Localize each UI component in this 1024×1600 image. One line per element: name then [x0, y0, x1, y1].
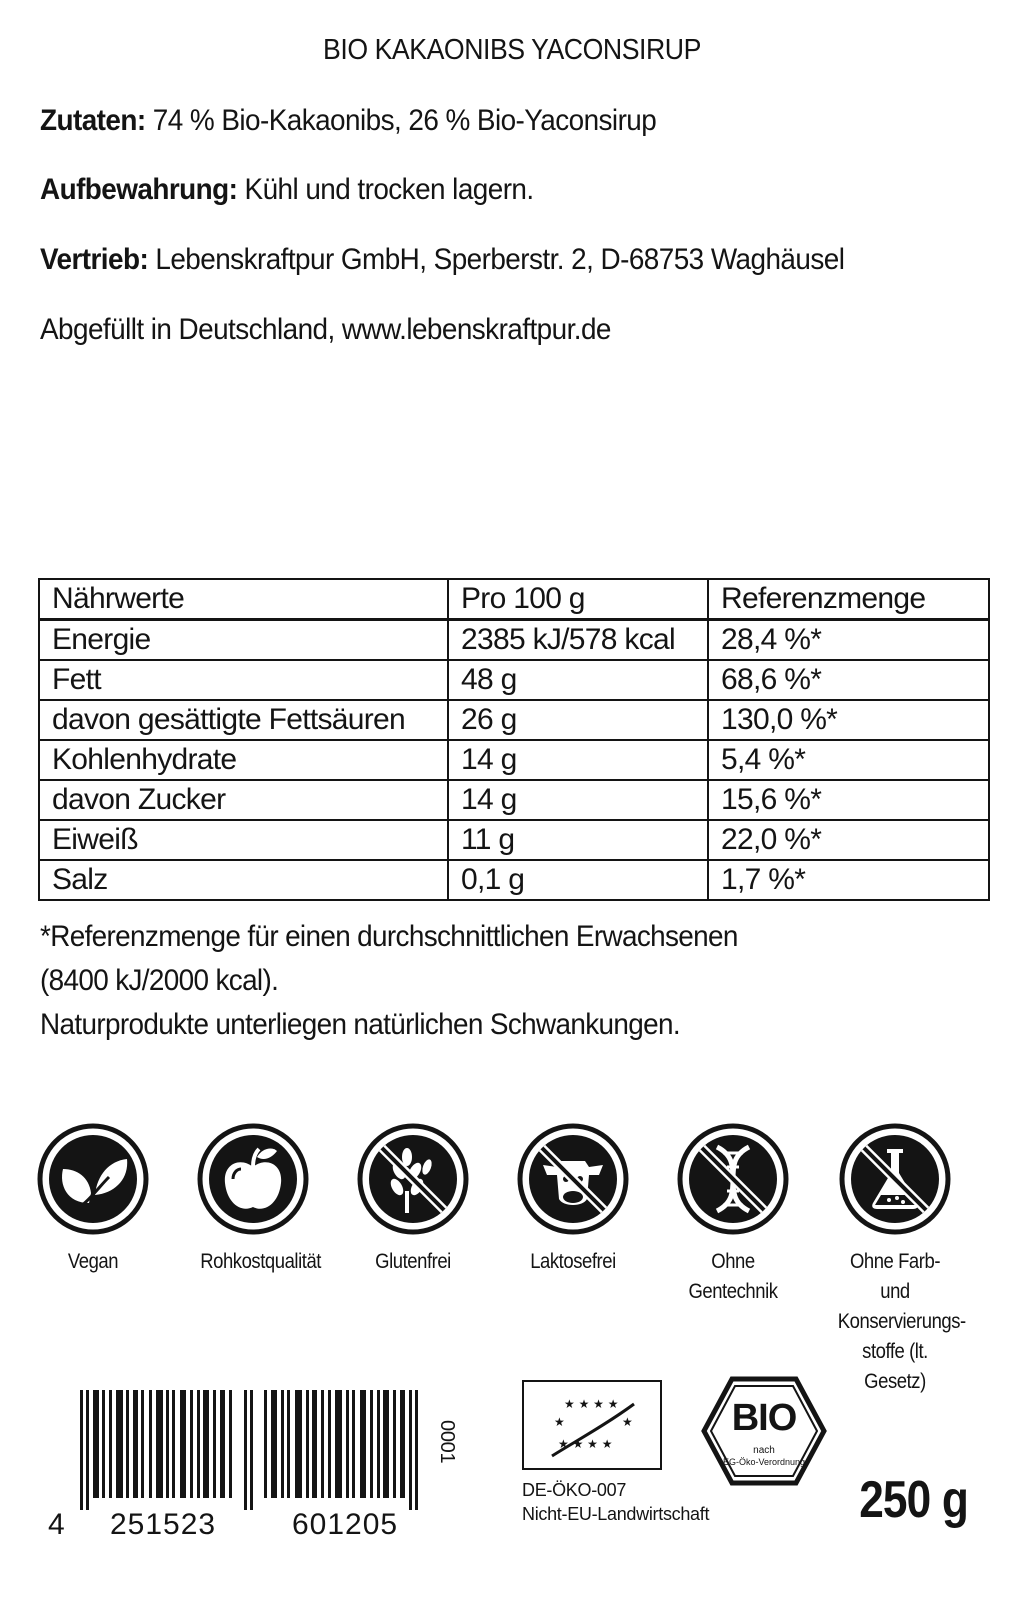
nutrient-amount: 0,1 g [448, 860, 708, 900]
nutrient-reference: 28,4 %* [708, 620, 989, 661]
no-flask-icon [839, 1123, 951, 1235]
table-row [39, 660, 989, 700]
barcode-side-number: 0001 [436, 1420, 458, 1464]
footnote-energy: (8400 kJ/2000 kcal). [40, 964, 279, 997]
nutrient-name: Fett [39, 660, 448, 700]
ingredients-value: 74 % Bio-Kakaonibs, 26 % Bio-Yaconsirup [145, 104, 657, 137]
storage-label: Aufbewahrung: [40, 173, 238, 206]
header-nutrient: Nährwerte [39, 579, 448, 620]
badge-no-gmo [673, 1123, 793, 1307]
net-weight: 250 g [859, 1471, 968, 1529]
origin-line: Abgefüllt in Deutschland, www.lebenskraftpur.de [40, 313, 611, 346]
barcode-digits-right: 601205 [292, 1508, 399, 1541]
distribution-value: Lebenskraftpur GmbH, Sperberstr. 2, D-68753 Waghäusel [148, 243, 845, 276]
table-header-row [39, 579, 989, 620]
bio-seal-subtext-2: EG-Öko-Verordnung [722, 1457, 806, 1467]
nutrient-name: Salz [39, 860, 448, 900]
eu-organic-code: DE-ÖKO-007 [522, 1480, 627, 1500]
eu-organic-origin: Nicht-EU-Landwirtschaft [522, 1504, 710, 1524]
header-per-100g: Pro 100 g [448, 579, 708, 620]
bio-seal-subtext-1: nach [753, 1445, 775, 1456]
barcode-digits-left: 251523 [110, 1508, 217, 1541]
footnote-reference: *Referenzmenge für einen durchschnittlichen Erwachsenen [40, 920, 738, 953]
table-row [39, 740, 989, 780]
bio-seal-text: BIO [731, 1397, 797, 1439]
eu-organic-logo [522, 1380, 662, 1470]
nutrient-name: Kohlenhydrate [39, 740, 448, 780]
nutrient-amount: 14 g [448, 740, 708, 780]
badge-label: Glutenfrei [375, 1250, 451, 1273]
badge-lactosefree [513, 1123, 633, 1277]
badge-label: Rohkostqualität [200, 1250, 321, 1273]
no-cow-icon [517, 1123, 629, 1235]
nutrient-amount: 2385 kJ/578 kcal [448, 620, 708, 661]
nutrient-amount: 11 g [448, 820, 708, 860]
nutrient-amount: 14 g [448, 780, 708, 820]
table-row [39, 620, 989, 661]
barcode-digit-first: 4 [48, 1508, 66, 1541]
barcode-bars [40, 1390, 460, 1510]
apple-icon [197, 1123, 309, 1235]
nutrition-table [38, 578, 990, 901]
svg-text:★ ★ ★ ★: ★ ★ ★ ★ [564, 1397, 619, 1411]
no-dna-icon [677, 1123, 789, 1235]
leaf-icon [37, 1123, 149, 1235]
header-reference: Referenzmenge [708, 579, 989, 620]
svg-text:★ ★ ★ ★: ★ ★ ★ ★ [558, 1437, 613, 1451]
badge-label: Gentechnik [688, 1280, 778, 1303]
badge-label: Vegan [67, 1250, 119, 1273]
eu-leaf-stars-icon [524, 1382, 660, 1468]
svg-text:★: ★ [554, 1415, 565, 1429]
storage-value: Kühl und trocken lagern. [237, 173, 534, 206]
nutrient-reference: 68,6 %* [708, 660, 989, 700]
nutrient-reference: 1,7 %* [708, 860, 989, 900]
badge-raw [193, 1123, 321, 1277]
nutrient-reference: 22,0 %* [708, 820, 989, 860]
badge-label: Ohne Farb- und [849, 1250, 941, 1303]
table-row [39, 780, 989, 820]
badge-glutenfree [353, 1123, 473, 1277]
ingredients-label: Zutaten: [40, 104, 146, 137]
badge-label: stoffe (lt. Gesetz) [862, 1340, 928, 1393]
no-wheat-icon [357, 1123, 469, 1235]
distribution-line [40, 243, 844, 277]
nutrient-amount: 26 g [448, 700, 708, 740]
badge-no-additives [830, 1123, 966, 1397]
bio-seal [700, 1375, 828, 1487]
product-title: BIO KAKAONIBS YACONSIRUP [323, 34, 701, 66]
badge-vegan [33, 1123, 153, 1277]
badge-label: Ohne [711, 1250, 755, 1273]
footnote-natural: Naturprodukte unterliegen natürlichen Schwankungen. [40, 1008, 680, 1041]
barcode [40, 1390, 470, 1540]
storage-line [40, 173, 534, 207]
nutrient-name: Energie [39, 620, 448, 661]
nutrient-reference: 130,0 %* [708, 700, 989, 740]
nutrient-amount: 48 g [448, 660, 708, 700]
ingredients-line [40, 104, 656, 138]
table-row [39, 860, 989, 900]
table-row [39, 700, 989, 740]
nutrient-reference: 5,4 %* [708, 740, 989, 780]
svg-text:★: ★ [622, 1415, 633, 1429]
nutrient-name: Eiweiß [39, 820, 448, 860]
badge-label: Laktosefrei [530, 1250, 616, 1273]
table-row [39, 820, 989, 860]
distribution-label: Vertrieb: [40, 243, 149, 276]
nutrient-reference: 15,6 %* [708, 780, 989, 820]
badge-label: Konservierungs- [837, 1310, 966, 1333]
nutrient-name: davon Zucker [39, 780, 448, 820]
nutrient-name: davon gesättigte Fettsäuren [39, 700, 448, 740]
